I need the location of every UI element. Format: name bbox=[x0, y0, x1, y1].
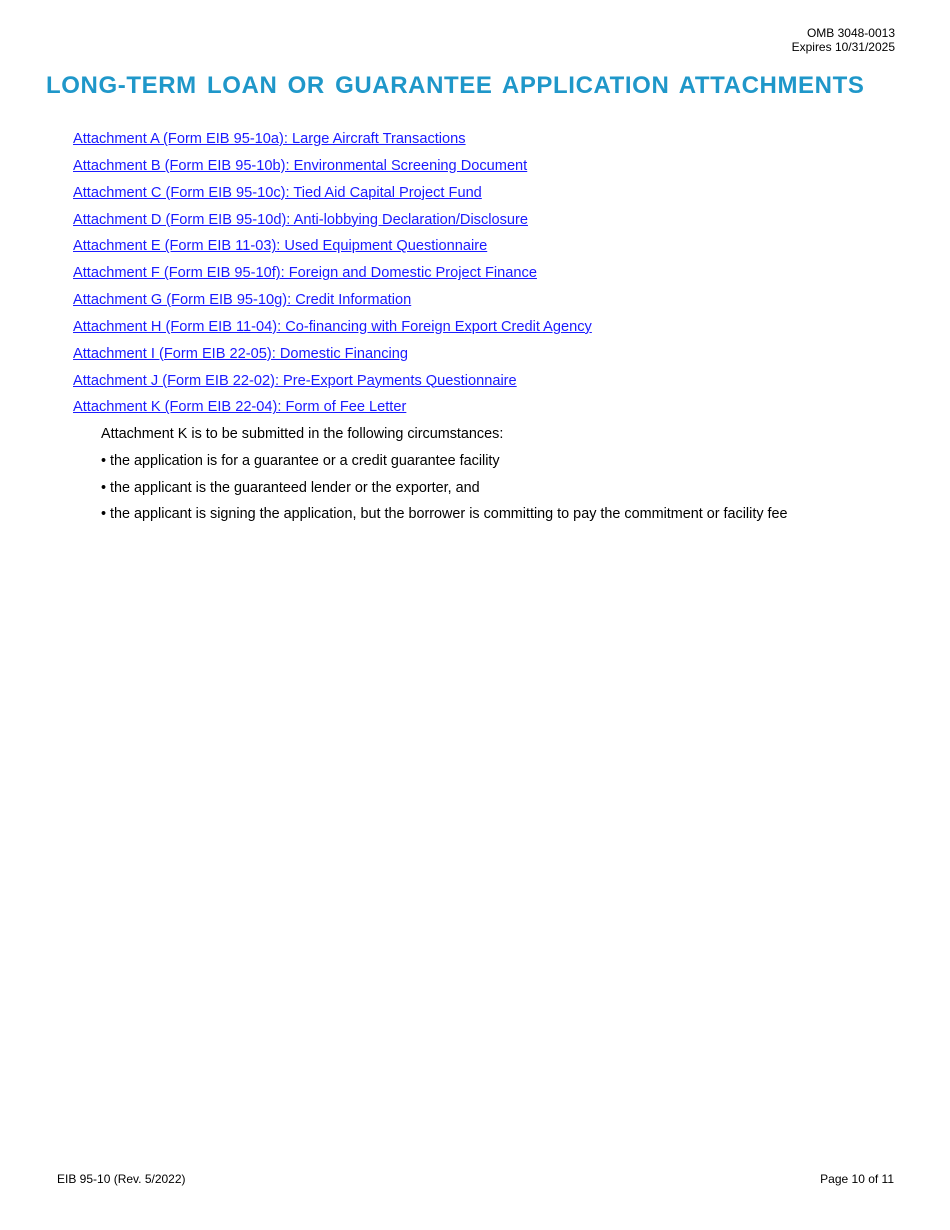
note-bullet: • the applicant is the guaranteed lender or the exporter, and bbox=[101, 479, 480, 496]
form-id-footer: EIB 95-10 (Rev. 5/2022) bbox=[57, 1172, 186, 1186]
attachment-i-link[interactable]: Attachment I (Form EIB 22-05): Domestic Financing bbox=[73, 345, 408, 362]
list-item bbox=[73, 182, 592, 209]
list-item bbox=[73, 370, 592, 397]
attachment-j-link[interactable]: Attachment J (Form EIB 22-02): Pre-Export Payments Questionnaire bbox=[73, 372, 517, 389]
omb-header bbox=[792, 26, 895, 54]
list-item bbox=[73, 343, 592, 370]
list-item bbox=[73, 209, 592, 236]
list-item bbox=[73, 316, 592, 343]
attachment-b-link[interactable]: Attachment B (Form EIB 95-10b): Environmental Screening Document bbox=[73, 157, 528, 174]
note-bullet: • the application is for a guarantee or a credit guarantee facility bbox=[101, 452, 500, 469]
list-item bbox=[73, 396, 592, 423]
attachment-e-link[interactable]: Attachment E (Form EIB 11-03): Used Equipment Questionnaire bbox=[73, 238, 488, 255]
expiration-date: Expires 10/31/2025 bbox=[791, 40, 895, 54]
page-number: Page 10 of 11 bbox=[820, 1172, 894, 1186]
attachment-c-link[interactable]: Attachment C (Form EIB 95-10c): Tied Aid Capital Project Fund bbox=[73, 184, 482, 201]
list-item bbox=[73, 289, 592, 316]
attachment-f-link[interactable]: Attachment F (Form EIB 95-10f): Foreign and Domestic Project Finance bbox=[73, 265, 537, 282]
list-item bbox=[73, 128, 592, 155]
attachment-k-note bbox=[101, 423, 788, 530]
list-item bbox=[73, 235, 592, 262]
page-title: LONG-TERM LOAN OR GUARANTEE APPLICATION ATTACHMENTS bbox=[46, 72, 865, 99]
note-bullet: • the applicant is signing the application, but the borrower is committing to pay the commitment or facility fee bbox=[101, 506, 788, 523]
attachment-k-link[interactable]: Attachment K (Form EIB 22-04): Form of Fee Letter bbox=[73, 399, 407, 416]
attachment-a-link[interactable]: Attachment A (Form EIB 95-10a): Large Aircraft Transactions bbox=[73, 131, 466, 147]
attachment-d-link[interactable]: Attachment D (Form EIB 95-10d): Anti-lobbying Declaration/Disclosure bbox=[73, 211, 529, 228]
attachment-g-link[interactable]: Attachment G (Form EIB 95-10g): Credit Information bbox=[73, 292, 412, 309]
attachment-h-link[interactable]: Attachment H (Form EIB 11-04): Co-financing with Foreign Export Credit Agency bbox=[73, 318, 592, 335]
list-item bbox=[73, 262, 592, 289]
attachment-links-list bbox=[73, 128, 592, 423]
note-intro: Attachment K is to be submitted in the following circumstances: bbox=[101, 426, 504, 442]
list-item bbox=[73, 155, 592, 182]
omb-number: OMB 3048-0013 bbox=[806, 26, 895, 40]
